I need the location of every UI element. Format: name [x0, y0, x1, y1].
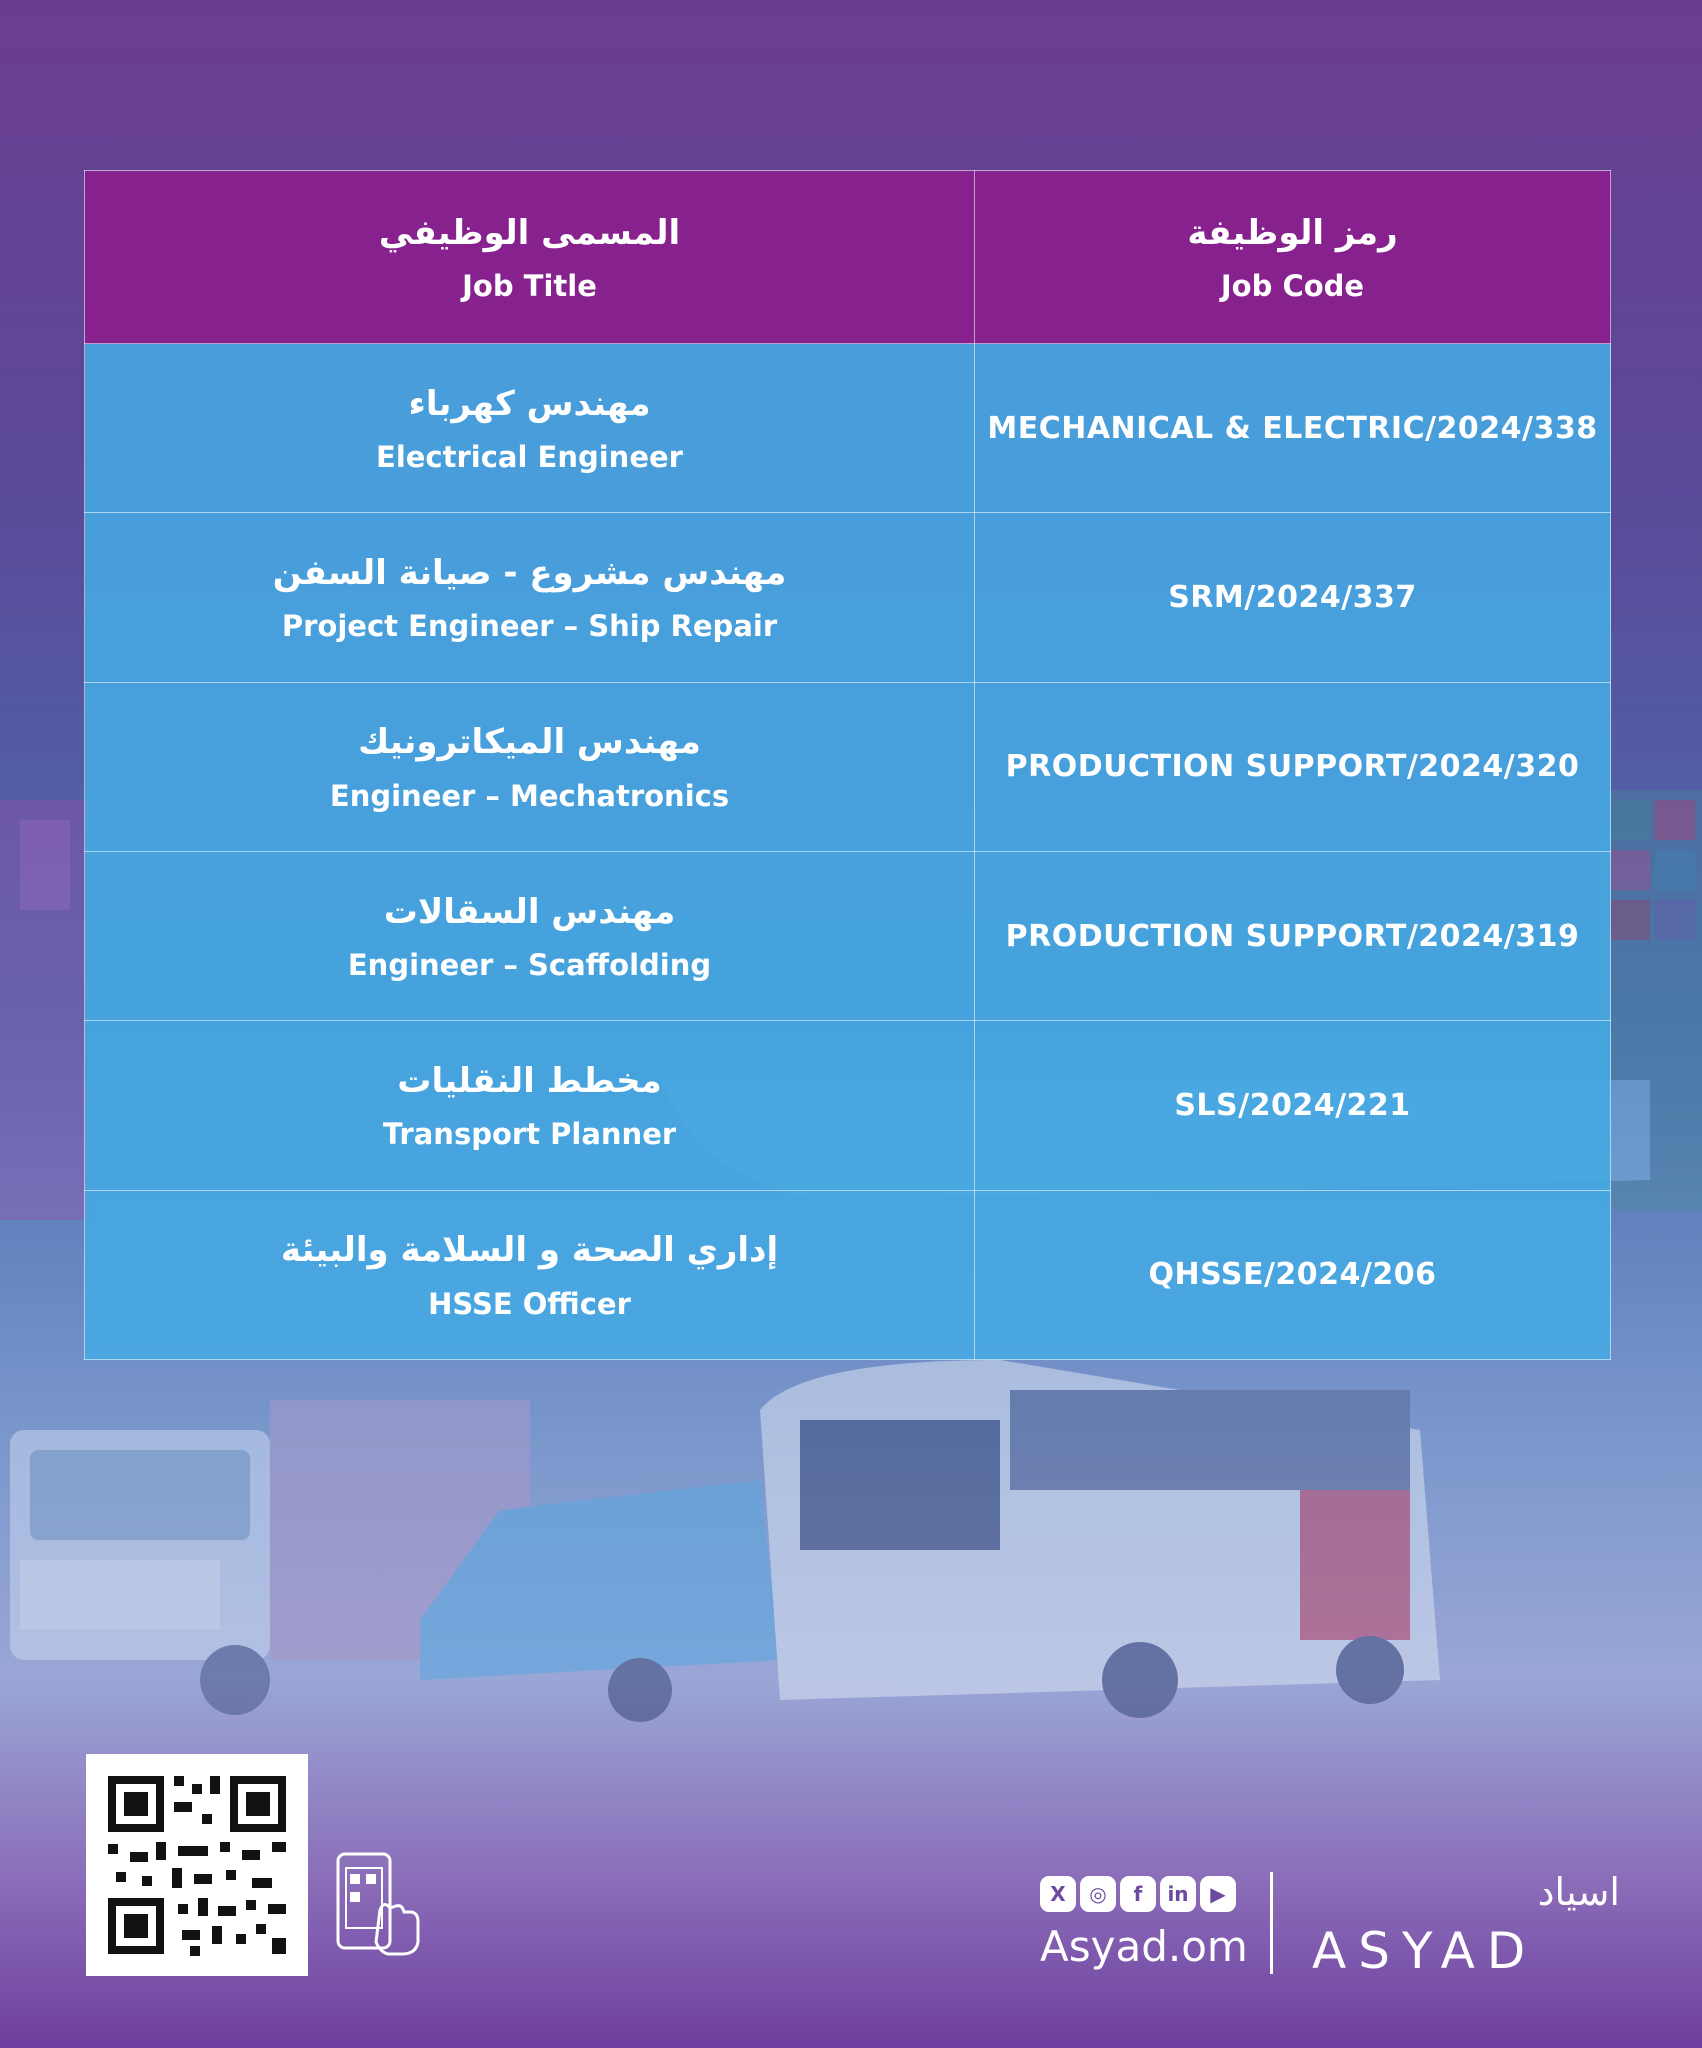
qr-code[interactable]: [86, 1754, 308, 1976]
job-code: PRODUCTION SUPPORT/2024/319: [1005, 918, 1580, 954]
job-title-ar: مهندس السقالات: [383, 891, 676, 932]
header-job-title: [85, 171, 975, 344]
header-job-code-ar: رمز الوظيفة: [1187, 212, 1398, 253]
job-code: PRODUCTION SUPPORT/2024/320: [1005, 749, 1580, 785]
job-code-cell: [975, 682, 1611, 851]
footer-divider: [1270, 1872, 1273, 1974]
table-row: [85, 851, 1611, 1020]
social-icons: [1040, 1876, 1236, 1912]
job-code: SLS/2024/221: [1174, 1087, 1411, 1123]
job-title-en: Engineer – Mechatronics: [329, 778, 730, 813]
job-title-ar: مهندس مشروع - صيانة السفن: [272, 553, 787, 593]
job-title-cell: [85, 682, 975, 851]
website-link[interactable]: Asyad.om: [1040, 1922, 1248, 1971]
job-code: SRM/2024/337: [1168, 579, 1417, 615]
qr-code-pattern: [86, 1754, 308, 1976]
youtube-icon[interactable]: ▶: [1200, 1876, 1236, 1912]
header-job-title-ar: المسمى الوظيفي: [378, 212, 681, 253]
phone-scan-icon: [332, 1850, 432, 1960]
job-title-ar: مهندس كهرباء: [408, 383, 651, 424]
job-title-ar: إداري الصحة و السلامة والبيئة: [280, 1230, 779, 1271]
job-title-cell: [85, 344, 975, 513]
facebook-icon[interactable]: f: [1120, 1876, 1156, 1912]
table-header-row: [85, 171, 1611, 344]
job-title-cell: [85, 1021, 975, 1190]
job-title-cell: [85, 513, 975, 682]
table-row: [85, 1021, 1611, 1190]
job-title-cell: [85, 851, 975, 1020]
job-title-cell: [85, 1190, 975, 1359]
job-title-ar: مخطط النقليات: [397, 1060, 662, 1101]
job-code-cell: [975, 1021, 1611, 1190]
table-row: [85, 1190, 1611, 1359]
job-code-cell: [975, 1190, 1611, 1359]
job-title-en: Engineer – Scaffolding: [347, 947, 712, 982]
job-title-en: Project Engineer – Ship Repair: [281, 609, 778, 644]
job-code-cell: [975, 513, 1611, 682]
jobs-table: [84, 170, 1611, 1360]
instagram-icon[interactable]: ◎: [1080, 1876, 1116, 1912]
job-title-en: HSSE Officer: [428, 1286, 631, 1321]
header-job-code: [975, 171, 1611, 344]
job-title-en: Electrical Engineer: [376, 439, 683, 474]
job-code-cell: [975, 344, 1611, 513]
header-job-code-en: Job Code: [1220, 268, 1365, 303]
job-code: QHSSE/2024/206: [1148, 1257, 1437, 1293]
job-title-en: Transport Planner: [382, 1117, 677, 1152]
linkedin-icon[interactable]: in: [1160, 1876, 1196, 1912]
x-icon[interactable]: X: [1040, 1876, 1076, 1912]
jobs-table-container: [84, 170, 1610, 1360]
job-code: MECHANICAL & ELECTRIC/2024/338: [987, 410, 1598, 446]
header-job-title-en: Job Title: [462, 268, 597, 303]
table-row: [85, 513, 1611, 682]
job-title-ar: مهندس الميكاترونيك: [358, 722, 701, 763]
table-row: [85, 682, 1611, 851]
job-code-cell: [975, 851, 1611, 1020]
table-row: [85, 344, 1611, 513]
logo-english: ASYAD: [1312, 1922, 1538, 1980]
logo-arabic: اسياد: [1537, 1870, 1620, 1914]
